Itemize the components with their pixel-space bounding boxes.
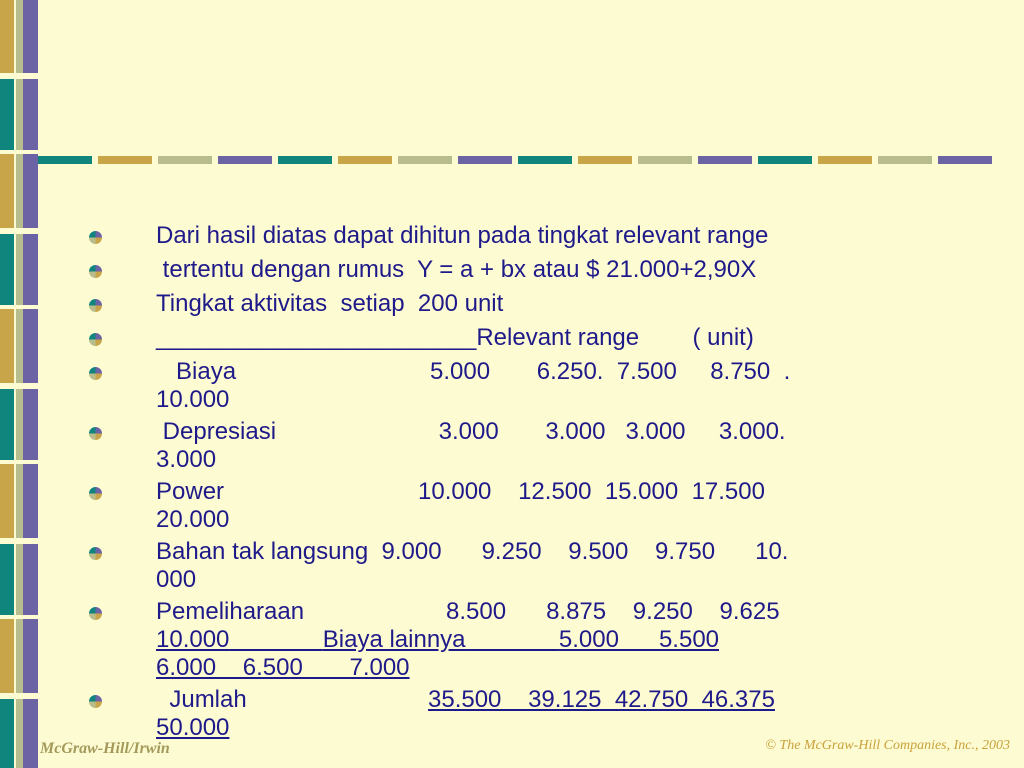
quartered-circle-icon xyxy=(89,607,102,620)
row-values-extra: 5.000 5.500 xyxy=(558,626,720,653)
quartered-circle-icon xyxy=(89,367,102,380)
list-item xyxy=(86,324,946,352)
row-label: Power xyxy=(156,478,225,505)
quartered-circle-icon xyxy=(89,695,102,708)
quartered-circle-icon xyxy=(89,333,102,346)
list-item xyxy=(86,222,946,250)
row-label-extra: Biaya lainnya xyxy=(322,626,466,653)
quartered-circle-icon xyxy=(89,265,102,278)
row-values-wrap: 20.000 xyxy=(156,506,230,533)
bullet-list xyxy=(86,222,946,742)
row-values-wrap: 000 xyxy=(156,566,197,593)
row-values: 35.500 39.125 42.750 46.375 xyxy=(428,686,775,713)
quartered-circle-icon xyxy=(89,299,102,312)
table-row xyxy=(86,478,946,534)
table-row-total xyxy=(86,686,946,742)
list-item xyxy=(86,256,946,284)
row-values-wrap-extra xyxy=(156,626,946,654)
divider-band xyxy=(38,156,988,164)
row-values: 8.500 8.875 9.250 9.625 xyxy=(426,598,780,625)
row-values-wrap: 10.000 xyxy=(156,386,230,413)
row-label: Bahan tak langsung xyxy=(156,538,369,565)
row-values: 10.000 12.500 15.000 17.500 xyxy=(418,478,765,505)
row-label: Biaya xyxy=(156,358,237,385)
table-row xyxy=(86,538,946,594)
table-row xyxy=(86,598,946,682)
bullet-text: Tingkat aktivitas setiap 200 unit xyxy=(156,290,504,317)
relevant-range-header: ________________________Relevant range ( unit) xyxy=(156,324,754,351)
quartered-circle-icon xyxy=(89,547,102,560)
list-item xyxy=(86,290,946,318)
row-label: Depresiasi xyxy=(156,418,277,445)
row-values: 9.000 9.250 9.500 9.750 10. xyxy=(368,538,789,565)
row-values: 5.000 6.250. 7.500 8.750 . xyxy=(430,358,791,385)
bullet-text: Dari hasil diatas dapat dihitun pada tingkat relevant range xyxy=(156,222,769,249)
row-values-wrap: 10.000 xyxy=(156,626,230,653)
table-row xyxy=(86,418,946,474)
left-decorative-strip xyxy=(0,0,38,768)
row-label: Jumlah xyxy=(156,686,247,713)
copyright-footer: © The McGraw-Hill Companies, Inc., 2003 xyxy=(765,738,1010,753)
table-row xyxy=(86,358,946,414)
row-label: Pemeliharaan xyxy=(156,598,305,625)
publisher-footer: McGraw-Hill/Irwin xyxy=(40,740,170,757)
row-values-wrap: 50.000 xyxy=(156,714,230,741)
row-values-wrap: 3.000 xyxy=(156,446,217,473)
quartered-circle-icon xyxy=(89,487,102,500)
quartered-circle-icon xyxy=(89,231,102,244)
bullet-text: tertentu dengan rumus Y = a + bx atau $ 21.000+2,90X xyxy=(156,256,757,283)
row-values: 3.000 3.000 3.000 3.000. xyxy=(432,418,786,445)
quartered-circle-icon xyxy=(89,427,102,440)
row-values-extra-wrap: 6.000 6.500 7.000 xyxy=(156,654,410,681)
